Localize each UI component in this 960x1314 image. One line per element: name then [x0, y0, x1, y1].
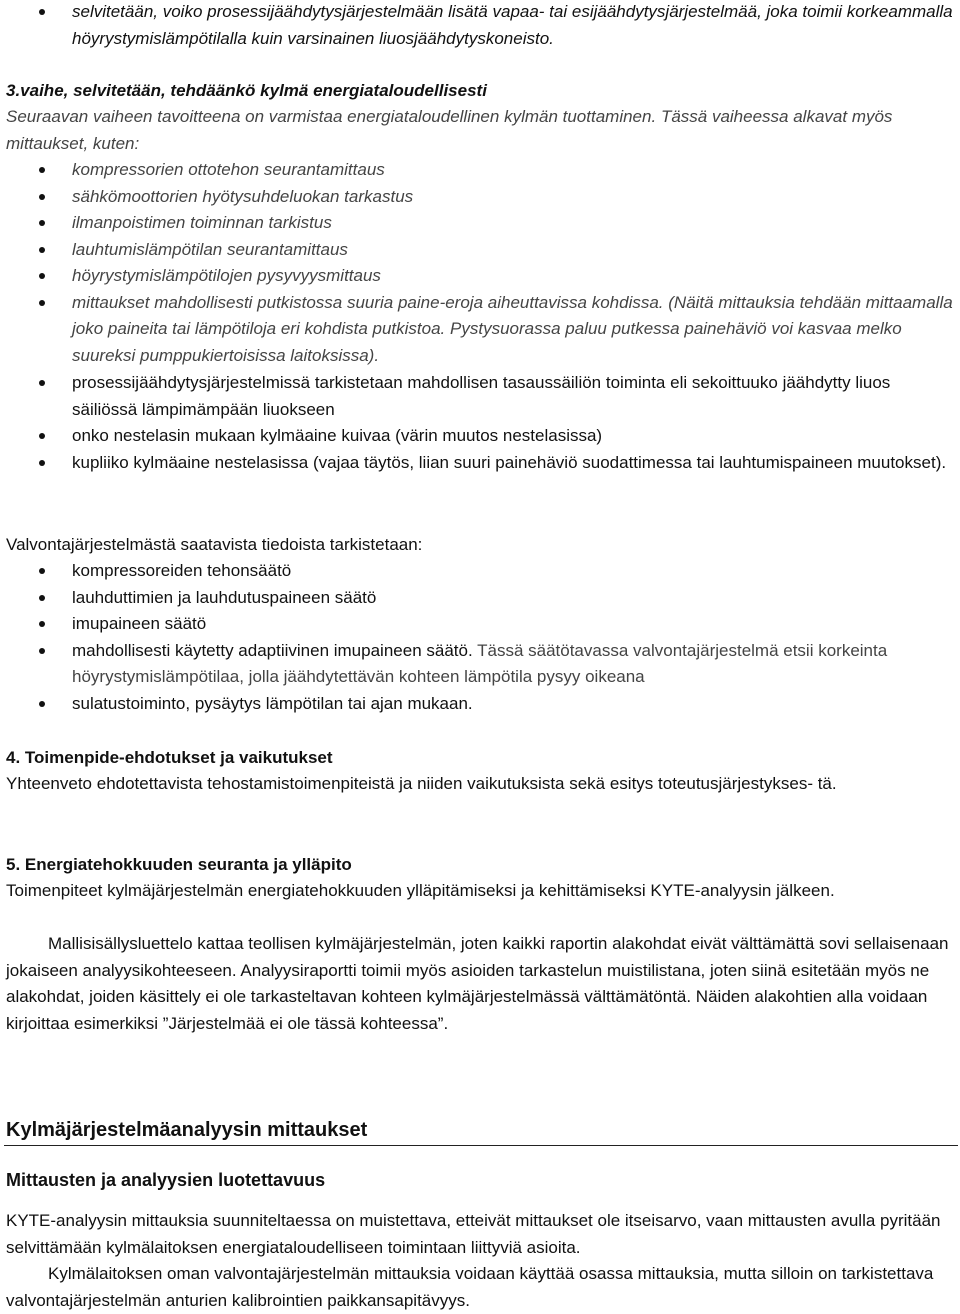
valvonta-long-a: mahdollisesti käytetty adaptiivinen imupaineen säätö. [72, 640, 473, 660]
phase3-intro-b: Tässä vaiheessa alkavat myös mittaukset, kuten: [6, 107, 893, 153]
top-bullet-list [6, 0, 958, 52]
valvonta-long-b: Tässä säätötavassa valvontajärjestelmä etsii korkeinta höyrystymislämpötilaa, jolla jäähdytettävän kohteen lämpötila pysyy oikeana [72, 640, 888, 686]
section4-heading [6, 745, 958, 772]
phase3-long-c: Pystysuorassa paluu putkessa painehäviö voi kasvaa melko suureksi pumppukiertoisissa laitoksissa). [72, 319, 902, 365]
section5-heading [6, 852, 958, 879]
list-item: kupliiko kylmäaine nestelasissa (vajaa täytös, liian suuri painehäviö suodattimessa tai lauhtumispaineen muutokset). [6, 450, 958, 477]
phase3-intro-a: Seuraavan vaiheen tavoitteena on varmistaa energiataloudellinen kylmän tuottaminen. [6, 107, 657, 126]
list-item: sähkömoottorien hyötysuhdeluokan tarkastus [6, 184, 958, 211]
section4-title: Toimenpide-ehdotukset ja vaikutukset [24, 748, 333, 767]
list-item: kompressorien ottotehon seurantamittaus [6, 157, 958, 184]
section5-number: 5. [6, 855, 25, 874]
phase3-bullet-list-b [6, 370, 958, 476]
phase3-intro [6, 104, 958, 157]
list-item: onko nestelasin mukaan kylmäaine kuivaa (värin muutos nestelasissa) [6, 423, 958, 450]
section5-title: Energiatehokkuuden seuranta ja ylläpito [24, 855, 352, 874]
list-item: sulatustoiminto, pysäytys lämpötilan tai ajan mukaan. [6, 691, 958, 718]
list-item [6, 290, 958, 370]
list-item: imupaineen säätö [6, 611, 958, 638]
list-item: ilmanpoistimen toiminnan tarkistus [6, 210, 958, 237]
heading-rule [4, 1145, 958, 1146]
section4-number: 4. [6, 748, 25, 767]
section4-text: Yhteenveto ehdotettavista tehostamistoimenpiteistä ja niiden vaikutuksista sekä esitys toteutusjärjestykses- tä. [6, 774, 837, 793]
list-item: prosessijäähdytysjärjestelmissä tarkistetaan mahdollisen tasaussäiliön toiminta eli sekoittuuko jäähdytty liuos säiliössä lämpimämpään liuokseen [6, 370, 958, 423]
valvonta-intro: Valvontajärjestelmästä saatavista tiedoista tarkistetaan: [6, 535, 423, 554]
list-item: selvitetään, voiko prosessijäähdytysjärjestelmään lisätä vapaa- tai esijäähdytysjärjestelmää, joka toimii korkeammalla höyrystymislämpötilalla kuin varsinainen liuosjäähdytyskoneisto. [6, 0, 958, 52]
list-item: lauhtumislämpötilan seurantamittaus [6, 237, 958, 264]
list-item: lauhduttimien ja lauhdutuspaineen säätö [6, 585, 958, 612]
list-item: höyrystymislämpötilojen pysyvyysmittaus [6, 263, 958, 290]
valvonta-bullet-list [6, 558, 958, 717]
mittaukset-heading: Kylmäjärjestelmäanalyysin mittaukset [6, 1119, 368, 1141]
phase3-heading: 3.vaihe, selvitetään, tehdäänkö kylmä energiataloudellisesti [6, 81, 487, 100]
mittaukset-paragraph-1: KYTE-analyysin mittauksia suunniteltaessa on muistettava, etteivät mittaukset ole itseisarvo, vaan mittausten avulla pyritään selvittämään kylmälaitoksen energiataloudelliseen toimintaan liittyviä asioita. [6, 1211, 941, 1257]
mittaukset-subheading: Mittausten ja analyysien luotettavuus [6, 1170, 326, 1190]
phase3-long-a: mittaukset mahdollisesti putkistossa suuria paine-eroja aiheuttavissa kohdissa. [72, 292, 664, 312]
mittaukset-paragraph-2: Kylmälaitoksen oman valvontajärjestelmän mittauksia voidaan käyttää osassa mittauksia, mutta silloin on tarkistettava valvontajärjestelmän anturien kalibrointien paikkansapitävyys. [6, 1264, 934, 1310]
section5-text: Toimenpiteet kylmäjärjestelmän energiatehokkuuden ylläpitämiseksi ja kehittämiseksi KYTE-analyysin jälkeen. [6, 881, 835, 900]
list-item [6, 638, 958, 691]
phase3-long-b: (Näitä mittauksia tehdään mittaamalla joko paineita tai lämpötiloja eri kohdista putkistoa. [72, 292, 953, 338]
phase3-bullet-list [6, 157, 958, 369]
section5-paragraph: Mallisisällysluettelo kattaa teollisen kylmäjärjestelmän, joten kaikki raportin alakohdat eivät välttämättä sovi sellaisenaan jokaiseen analyysikohteeseen. Analyysiraportti toimii myös asioiden tarkastelun muistilistana, joten siinä esitetään myös ne alakohdat, joiden käsittely ei ole tarkasteltavan kohteen kylmäjärjestelmässä välttämätöntä. Näiden alakohtien alla voidaan kirjoittaa esimerkiksi ”Järjestelmää ei ole tässä kohteessa”. [6, 934, 949, 1033]
list-item: kompressoreiden tehonsäätö [6, 558, 958, 585]
